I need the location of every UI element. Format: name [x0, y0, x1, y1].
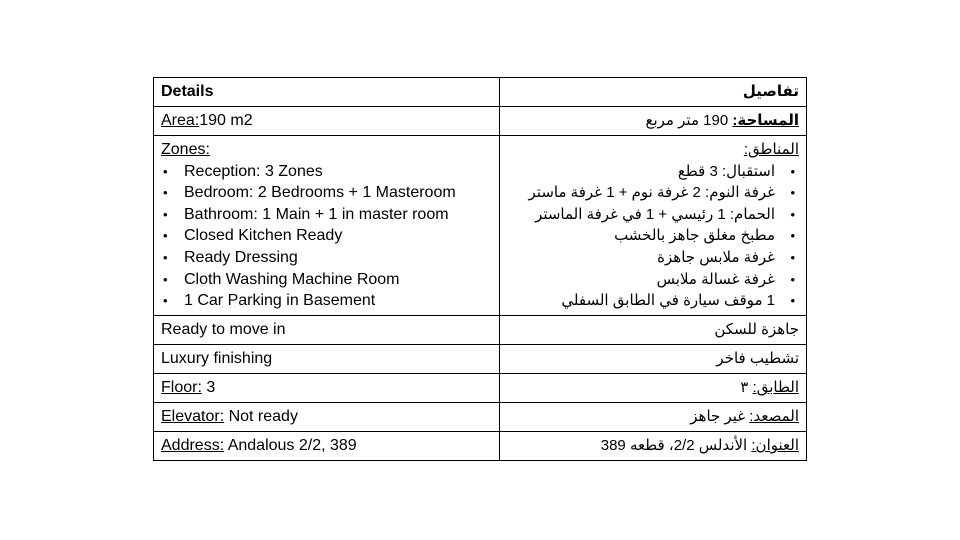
table-row [154, 107, 807, 136]
zone-item-ar: 1 موقف سيارة في الطابق السفلي [561, 292, 775, 310]
elevator-label-en: Elevator: [161, 408, 225, 426]
list-item [507, 161, 799, 183]
bullet: • [163, 250, 168, 266]
zone-item-en: Closed Kitchen Ready [184, 227, 343, 245]
elevator-label-ar: المصعد: [749, 408, 799, 426]
ready-cell-ar [500, 316, 807, 345]
header-ar: تفاصيل [742, 83, 799, 101]
zones-cell-en [154, 136, 500, 316]
zone-item-ar: غرفة النوم: 2 غرفة نوم + 1 غرفة ماستر [528, 184, 775, 202]
header-cell-en [154, 78, 500, 107]
zone-item-en: Ready Dressing [184, 249, 298, 267]
bullet: • [163, 293, 168, 309]
zone-item-ar: غرفة ملابس جاهزة [657, 249, 775, 267]
bullet: • [163, 163, 168, 179]
elevator-cell-ar [500, 403, 807, 432]
bullet: • [163, 228, 168, 244]
list-item [507, 204, 799, 226]
zone-item-en: 1 Car Parking in Basement [184, 292, 376, 310]
zone-item-ar: غرفة غسالة ملابس [656, 270, 775, 288]
zones-label-ar: المناطق: [743, 141, 799, 159]
list-item [507, 247, 799, 269]
table-row [154, 316, 807, 345]
bullet: • [790, 163, 795, 179]
details-table [153, 77, 807, 461]
list-item [161, 290, 492, 312]
table-row [154, 78, 807, 107]
zone-item-en: Cloth Washing Machine Room [184, 270, 400, 288]
finishing-ar: تشطيب فاخر [716, 350, 799, 368]
bullet: • [790, 228, 795, 244]
list-item [161, 269, 492, 291]
bullet: • [163, 271, 168, 287]
elevator-cell-en [154, 403, 500, 432]
header-cell-ar [500, 78, 807, 107]
table-row [154, 374, 807, 403]
area-cell-en [154, 107, 500, 136]
zones-list-en [161, 161, 492, 312]
finishing-cell-en [154, 345, 500, 374]
list-item [507, 182, 799, 204]
bullet: • [790, 271, 795, 287]
address-value-ar: الأندلس 2/2، قطعه 389 [600, 437, 752, 455]
address-label-en: Address: [161, 437, 225, 455]
ready-cell-en [154, 316, 500, 345]
floor-value-ar: ٣ [740, 379, 753, 397]
zone-item-ar: الحمام: 1 رئيسي + 1 في غرفة الماستر [535, 205, 775, 223]
floor-label-en: Floor: [161, 379, 202, 397]
address-cell-ar [500, 432, 807, 461]
zones-list-ar [507, 161, 799, 312]
zone-item-ar: مطبخ مغلق جاهز بالخشب [614, 227, 775, 245]
area-label-ar: المساحة: [732, 112, 799, 130]
floor-cell-ar [500, 374, 807, 403]
list-item [507, 269, 799, 291]
area-value-ar: 190 متر مربع [645, 112, 733, 130]
finishing-en: Luxury finishing [161, 350, 273, 368]
address-cell-en [154, 432, 500, 461]
floor-label-ar: الطابق: [752, 379, 799, 397]
list-item [161, 161, 492, 183]
list-item [161, 247, 492, 269]
area-value-en: 190 m2 [199, 112, 253, 130]
list-item [161, 182, 492, 204]
elevator-value-ar: غير جاهز [690, 408, 750, 426]
zone-item-en: Bedroom: 2 Bedrooms + 1 Masteroom [184, 184, 456, 202]
bullet: • [790, 293, 795, 309]
ready-ar: جاهزة للسكن [714, 321, 799, 339]
bullet: • [790, 206, 795, 222]
list-item [161, 204, 492, 226]
address-label-ar: العنوان: [751, 437, 799, 455]
address-value-en: Andalous 2/2, 389 [224, 437, 357, 455]
floor-value-en: 3 [201, 379, 216, 397]
elevator-value-en: Not ready [224, 408, 298, 426]
zone-item-ar: استقبال: 3 قطع [677, 162, 775, 180]
floor-cell-en [154, 374, 500, 403]
list-item [507, 290, 799, 312]
header-en: Details [161, 83, 214, 101]
ready-en: Ready to move in [161, 321, 286, 339]
bullet: • [790, 250, 795, 266]
zone-item-en: Bathroom: 1 Main + 1 in master room [184, 205, 449, 223]
list-item [161, 225, 492, 247]
bullet: • [163, 185, 168, 201]
bullet: • [790, 185, 795, 201]
zones-label-en: Zones: [161, 141, 210, 159]
zones-cell-ar [500, 136, 807, 316]
area-label-en: Area: [161, 112, 200, 130]
table-row [154, 345, 807, 374]
list-item [507, 225, 799, 247]
table-row [154, 432, 807, 461]
area-cell-ar [500, 107, 807, 136]
table-row [154, 403, 807, 432]
finishing-cell-ar [500, 345, 807, 374]
table-row [154, 136, 807, 316]
zone-item-en: Reception: 3 Zones [184, 162, 323, 180]
bullet: • [163, 206, 168, 222]
